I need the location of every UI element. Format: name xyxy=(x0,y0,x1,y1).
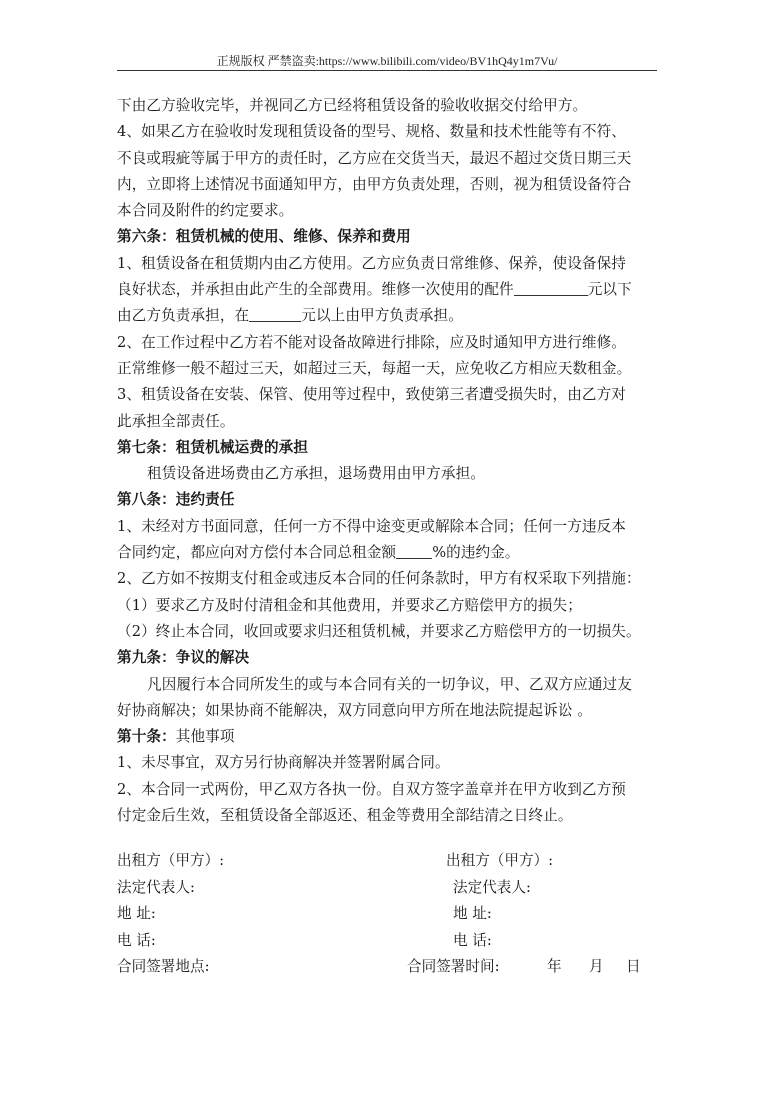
paragraph-line: 此承担全部责任。 xyxy=(117,412,235,430)
date-day-label: 日 xyxy=(626,958,641,976)
paragraph-line: 2、乙方如不按期支付租金或违反本合同的任何条款时，甲方有权采取下列措施： xyxy=(117,570,641,588)
paragraph-line: 4、如果乙方在验收时发现租赁设备的型号、规格、数量和技术性能等有不符、 xyxy=(117,123,626,141)
representative-label-left: 法定代表人: xyxy=(117,878,195,896)
heading-label: 第十条： xyxy=(117,728,176,746)
heading-title: 其他事项 xyxy=(175,728,235,746)
paragraph-line: 好协商解决；如果协商不能解决，双方同意向甲方所在地法院提起诉讼 。 xyxy=(117,701,592,719)
signature-row-address xyxy=(117,902,662,929)
paragraph-line: 不良或瑕疵等属于甲方的责任时，乙方应在交货当天，最迟不超过交货日期三天 xyxy=(117,149,632,167)
paragraph-line: 内，立即将上述情况书面通知甲方，由甲方负责处理，否则，视为租赁设备符合 xyxy=(117,175,632,193)
paragraph-line: 2、在工作过程中乙方若不能对设备故障进行排除，应及时通知甲方进行维修。 xyxy=(117,333,626,351)
fill-in-blank[interactable] xyxy=(514,279,588,296)
paragraph-line xyxy=(117,303,662,329)
paragraph-line: 1、未尽事宜，双方另行协商解决并签署附属合同。 xyxy=(117,754,450,772)
lessor-label-right: 出租方（甲方）: xyxy=(446,852,554,869)
page-header-notice: 正规版权 严禁盗卖:https://www.bilibili.com/video/BV1hQ4y1m7Vu/ xyxy=(216,54,558,68)
paragraph-line: 付定金后生效，至租赁设备全部返还、租金等费用全部结清之日终止。 xyxy=(117,807,573,825)
text-segment: 元以上由甲方负责承担。 xyxy=(301,307,463,325)
text-segment: 合同约定，都应向对方偿付本合同总租金额 xyxy=(117,544,397,562)
phone-label-left: 电 话: xyxy=(117,931,156,949)
paragraph-line xyxy=(117,277,662,303)
signature-row-phone xyxy=(117,929,662,956)
paragraph-line: （1）要求乙方及时付清租金和其他费用，并要求乙方赔偿甲方的损失； xyxy=(117,596,582,614)
fill-in-blank[interactable] xyxy=(396,542,432,559)
signature-row-representative xyxy=(117,876,662,903)
text-segment: 良好状态，并承担由此产生的全部费用。维修一次使用的配件 xyxy=(117,281,514,299)
section-heading-7: 第七条：租赁机械运费的承担 xyxy=(117,438,309,456)
text-segment: 元以下 xyxy=(587,281,632,299)
fill-in-blank[interactable] xyxy=(249,305,301,322)
signature-row-place-time xyxy=(117,955,662,982)
paragraph-line xyxy=(117,540,662,566)
address-label-right: 地 址: xyxy=(453,905,492,923)
section-heading-9: 第九条：争议的解决 xyxy=(117,649,250,667)
paragraph-line: （2）终止本合同，收回或要求归还租赁机械，并要求乙方赔偿甲方的一切损失。 xyxy=(117,622,641,640)
signature-row-lessor xyxy=(117,849,662,876)
paragraph-line: 1、租赁设备在租赁期内由乙方使用。乙方应负责日常维修、保养，使设备保持 xyxy=(117,254,626,272)
signing-place-label: 合同签署地点: xyxy=(117,958,210,976)
section-heading-8: 第八条：违约责任 xyxy=(117,491,235,509)
signature-block xyxy=(117,849,662,982)
representative-label-right: 法定代表人: xyxy=(453,878,531,896)
lessor-label-left: 出租方（甲方）: xyxy=(117,852,225,869)
paragraph-line: 3、租赁设备在安装、保管、使用等过程中，致使第三者遭受损失时，由乙方对 xyxy=(117,386,626,404)
signing-time-label: 合同签署时间: xyxy=(407,958,500,976)
paragraph-line: 1、未经对方书面同意，任何一方不得中途变更或解除本合同；任何一方违反本 xyxy=(117,517,626,535)
paragraph-line: 下由乙方验收完毕，并视同乙方已经将租赁设备的验收收据交付给甲方。 xyxy=(117,97,588,114)
section-heading-6: 第六条：租赁机械的使用、维修、保养和费用 xyxy=(117,228,411,246)
header-divider xyxy=(117,70,657,71)
date-year-label: 年 xyxy=(547,958,562,976)
paragraph-line: 租赁设备进场费由乙方承担，退场费用由甲方承担。 xyxy=(147,465,485,483)
address-label-left: 地 址: xyxy=(117,905,156,923)
paragraph-line: 凡因履行本合同所发生的或与本合同有关的一切争议，甲、乙双方应通过友 xyxy=(147,675,632,693)
paragraph-line: 本合同及附件的约定要求。 xyxy=(117,202,294,220)
section-heading-10 xyxy=(117,724,662,750)
text-segment: %的违约金。 xyxy=(432,544,520,562)
contract-body xyxy=(117,93,662,829)
date-month-label: 月 xyxy=(589,958,604,976)
paragraph-line: 2、本合同一式两份，甲乙双方各执一份。自双方签字盖章并在甲方收到乙方预 xyxy=(117,780,626,798)
paragraph-line: 正常维修一般不超过三天，如超过三天，每超一天，应免收乙方相应天数租金。 xyxy=(117,359,632,377)
text-segment: 由乙方负责承担，在 xyxy=(117,307,250,325)
phone-label-right: 电 话: xyxy=(453,931,492,949)
